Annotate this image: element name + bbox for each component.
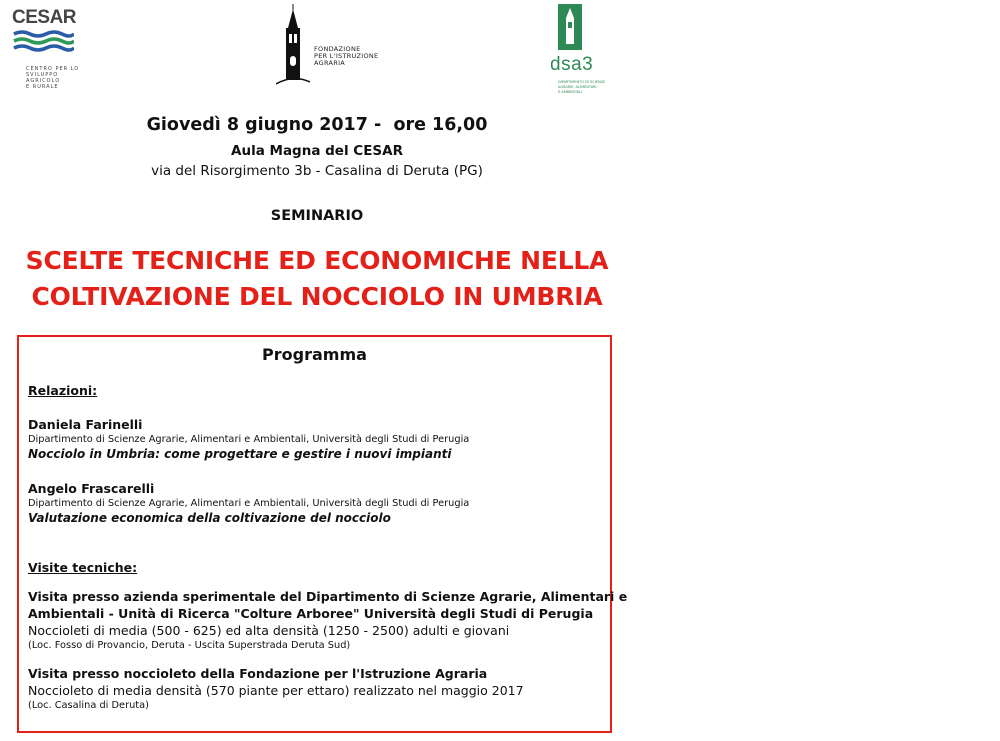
event-title-line-2: COLTIVAZIONE DEL NOCCIOLO IN UMBRIA (31, 282, 603, 311)
visit-location: (Loc. Casalina di Deruta) (28, 700, 149, 711)
visit-description: Noccioleti di media (500 - 625) ed alta densità (1250 - 2500) adulti e giovani (28, 623, 510, 638)
programma-title: Programma (262, 345, 367, 364)
visita-item (28, 665, 603, 712)
fondazione-logo-text: FONDAZIONE PER L'ISTRUZIONE AGRARIA (314, 45, 379, 67)
programma-box (17, 335, 628, 733)
event-date-time: Giovedì 8 giugno 2017 - ore 16,00 (146, 115, 488, 135)
event-address: via del Risorgimento 3b - Casalina di Deruta (PG) (151, 163, 483, 179)
speaker-name: Angelo Frascarelli (28, 481, 155, 496)
cesar-logo-tagline: CENTRO PER LO SVILUPPO AGRICOLO E RURALE (26, 66, 80, 90)
speaker-name: Daniela Farinelli (28, 417, 143, 432)
visita-item (28, 588, 628, 652)
visite-section (28, 560, 603, 575)
relazione-item (28, 417, 603, 462)
event-venue: Aula Magna del CESAR (231, 143, 403, 159)
dsa3-logo-tagline: DIPARTIMENTO DI SCIENZE AGRARIE, ALIMENTARI E AMBIENTALI (558, 80, 606, 94)
relazioni-heading: Relazioni: (28, 383, 98, 398)
visit-title: Visita presso azienda sperimentale del Dipartimento di Scienze Agrarie, Alimentari e Ambientali - Unità di Ricerca "Colture Arboree" Università degli Studi di Perugia (28, 589, 628, 621)
visit-description: Noccioleto di media densità (570 piante per ettaro) realizzato nel maggio 2017 (28, 683, 524, 698)
event-title-line-1: SCELTE TECNICHE ED ECONOMICHE NELLA (25, 246, 609, 275)
dsa3-tower-icon (558, 4, 582, 50)
bell-tower-icon (276, 4, 310, 86)
cesar-logo (12, 8, 90, 90)
speaker-department: Dipartimento di Scienze Agrarie, Alimentari e Ambientali, Università degli Studi di Perugia (28, 434, 470, 445)
cesar-waves-icon (12, 29, 74, 55)
visit-title: Visita presso noccioleto della Fondazione per l'Istruzione Agraria (28, 666, 488, 681)
event-title (0, 243, 634, 315)
relazioni-section (28, 383, 603, 398)
dsa3-logo-name: dsa3 (550, 54, 594, 75)
event-type: SEMINARIO (270, 208, 364, 224)
talk-title: Valutazione economica della coltivazione del nocciolo (28, 511, 391, 525)
fondazione-logo (276, 4, 406, 86)
talk-title: Nocciolo in Umbria: come progettare e gestire i nuovi impianti (28, 447, 452, 461)
dsa3-logo (550, 4, 610, 100)
cesar-logo-name: CESAR (12, 7, 77, 28)
visit-location: (Loc. Fosso di Provancio, Deruta - Uscita Superstrada Deruta Sud) (28, 640, 351, 651)
visite-heading: Visite tecniche: (28, 560, 138, 575)
speaker-department: Dipartimento di Scienze Agrarie, Alimentari e Ambientali, Università degli Studi di Perugia (28, 498, 470, 509)
relazione-item (28, 481, 603, 526)
